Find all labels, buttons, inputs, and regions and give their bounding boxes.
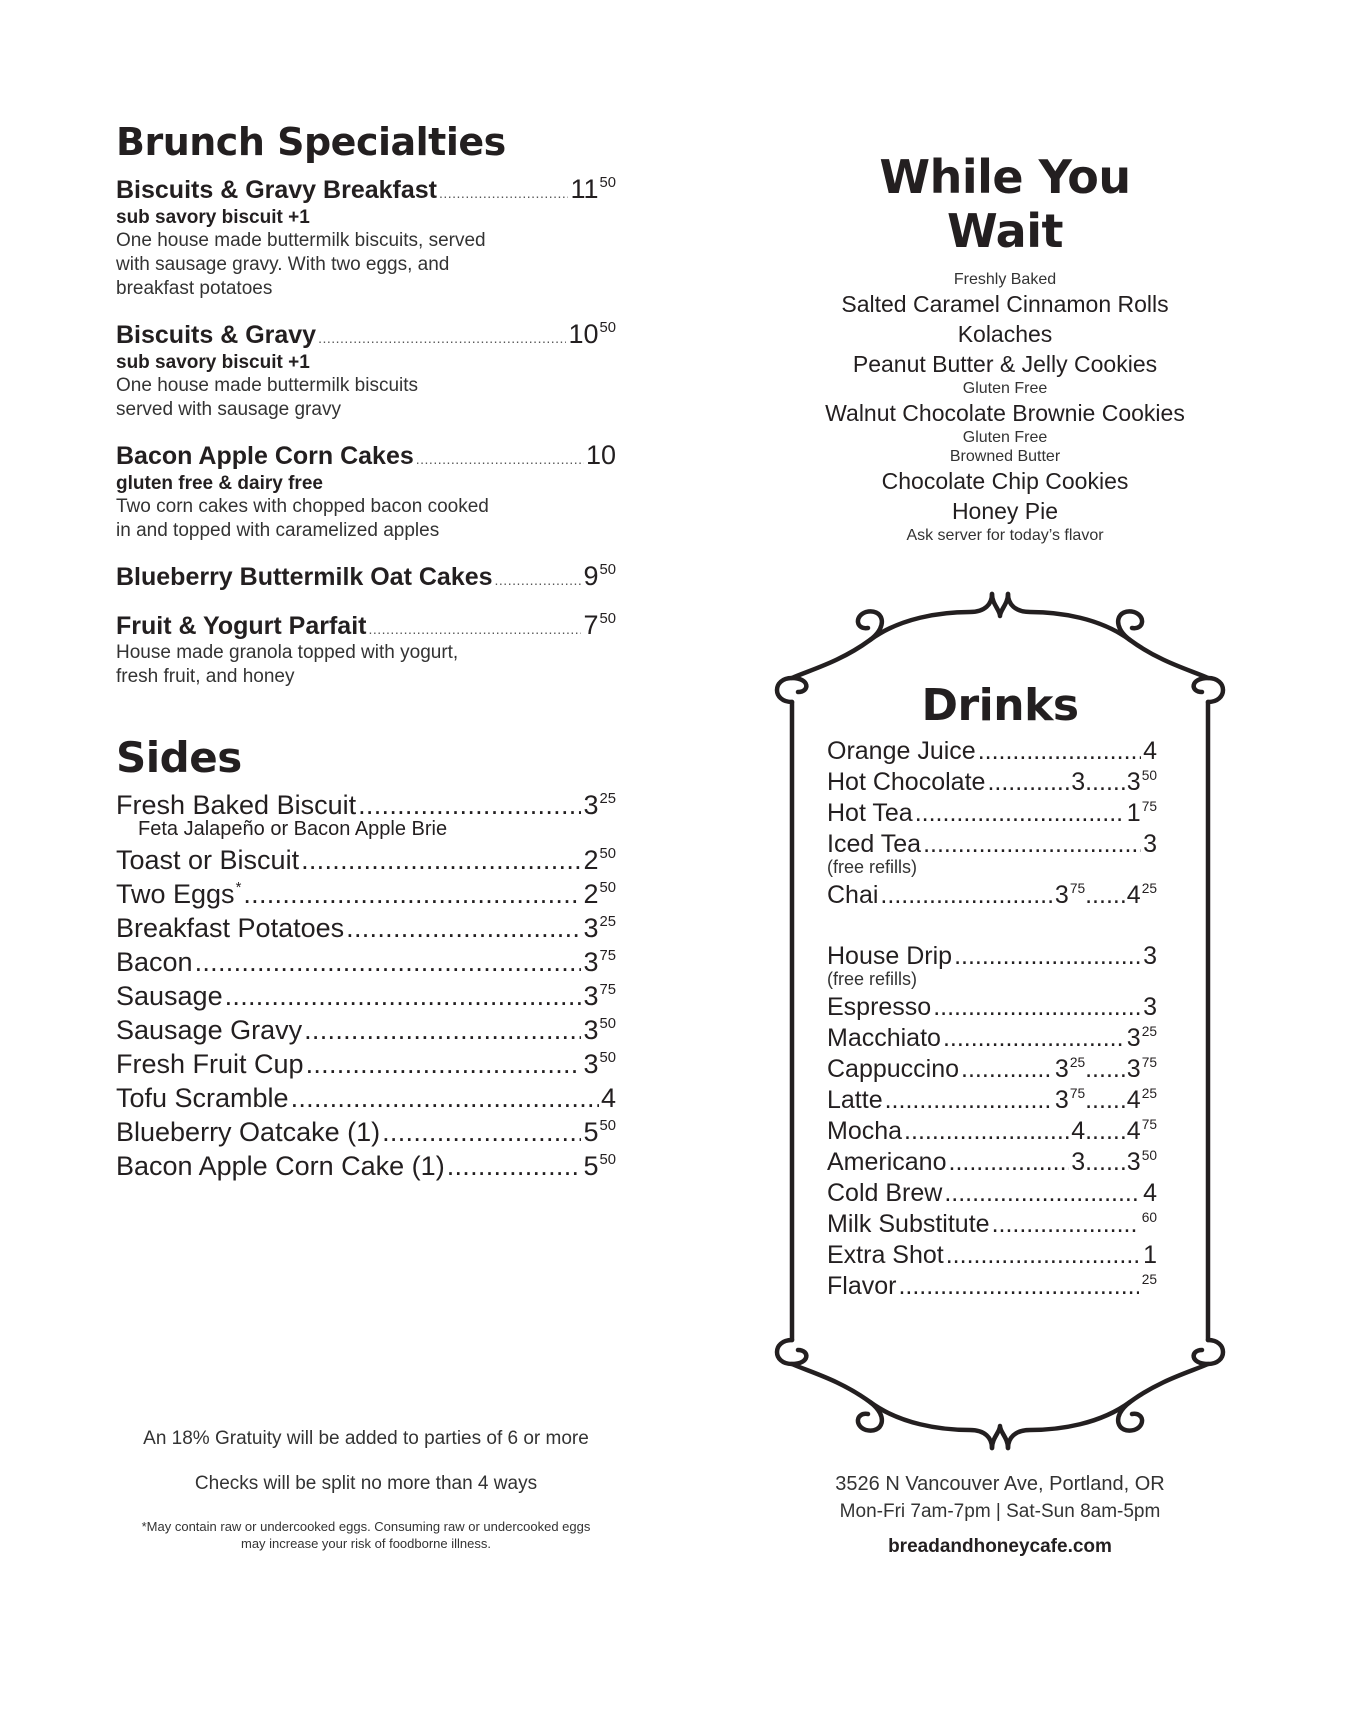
side-item-price bbox=[583, 1115, 616, 1149]
dot-leader-short: ...... bbox=[1085, 881, 1127, 909]
side-item bbox=[116, 1149, 616, 1183]
price-cents: 50 bbox=[599, 879, 616, 896]
dot-leader bbox=[933, 992, 1141, 1023]
side-name-text: Fresh Baked Biscuit bbox=[116, 790, 357, 820]
menu-item-price bbox=[586, 440, 616, 471]
drink-item bbox=[827, 880, 1157, 911]
price-cents: 75 bbox=[1141, 1054, 1157, 1070]
price-cents: 75 bbox=[599, 947, 616, 964]
dot-leader bbox=[346, 911, 581, 945]
dot-leader bbox=[987, 767, 1069, 798]
price-cents: 25 bbox=[599, 913, 616, 930]
price-cents: 75 bbox=[1069, 1085, 1086, 1101]
price-dollars: 9 bbox=[583, 561, 599, 591]
drink-item-price bbox=[1055, 1085, 1157, 1116]
gratuity-note: An 18% Gratuity will be added to parties of 6 or more bbox=[143, 1428, 589, 1449]
right-column bbox=[770, 150, 1310, 545]
price-dollars: 3 bbox=[1054, 1055, 1069, 1083]
drink-item-name: Orange Juice bbox=[827, 737, 976, 765]
price-dollars: 3 bbox=[583, 1015, 599, 1045]
side-item bbox=[116, 979, 616, 1013]
drink-price-large bbox=[1141, 1210, 1157, 1238]
drink-item-price bbox=[1143, 941, 1157, 972]
wait-item-name: Honey Pie bbox=[951, 498, 1059, 524]
description-line: House made granola topped with yogurt, bbox=[116, 642, 459, 663]
side-item-price bbox=[583, 945, 616, 979]
side-name-text: Bacon Apple Corn Cake (1) bbox=[116, 1151, 445, 1181]
dot-leader bbox=[944, 1178, 1141, 1209]
side-item-name bbox=[116, 843, 299, 877]
drink-price-large bbox=[1143, 1241, 1157, 1269]
dot-leader-short: ...... bbox=[1085, 1148, 1127, 1176]
dot-leader bbox=[439, 185, 568, 201]
drink-price-large bbox=[1127, 1117, 1157, 1145]
dot-leader bbox=[382, 1115, 581, 1149]
drink-item-name: Mocha bbox=[827, 1117, 903, 1145]
side-name-text: Bacon bbox=[116, 947, 193, 977]
price-dollars: 3 bbox=[583, 1049, 599, 1079]
drink-item-name: House Drip bbox=[827, 942, 953, 970]
dot-leader bbox=[318, 330, 566, 346]
price-dollars: 3 bbox=[1143, 993, 1157, 1021]
price-dollars: 4 bbox=[1143, 737, 1157, 765]
brunch-list bbox=[116, 174, 616, 689]
drink-item bbox=[827, 798, 1157, 829]
price-cents: 50 bbox=[599, 319, 616, 336]
drink-item bbox=[827, 1085, 1157, 1116]
side-item-name bbox=[116, 1149, 445, 1183]
side-item-name bbox=[116, 1115, 380, 1149]
brunch-item bbox=[116, 610, 616, 689]
price-dollars: 4 bbox=[1126, 881, 1141, 909]
menu-item-line bbox=[116, 440, 616, 471]
drink-item-name: Chai bbox=[827, 881, 879, 909]
side-item-price bbox=[583, 843, 616, 877]
price-cents: 50 bbox=[1141, 767, 1157, 783]
price-cents: 50 bbox=[599, 561, 616, 578]
description-line: One house made buttermilk biscuits bbox=[116, 375, 419, 396]
side-item bbox=[116, 1115, 616, 1149]
price-cents: 50 bbox=[599, 174, 616, 191]
side-name-text: Tofu Scramble bbox=[116, 1083, 289, 1113]
while-you-wait-list bbox=[820, 270, 1190, 545]
menu-item-price bbox=[570, 174, 616, 205]
side-item-name bbox=[116, 1013, 302, 1047]
side-item bbox=[116, 911, 616, 945]
drink-item-price bbox=[1071, 1116, 1157, 1147]
menu-item-line bbox=[116, 610, 616, 641]
side-name-text: Toast or Biscuit bbox=[116, 845, 300, 875]
dot-leader bbox=[915, 798, 1125, 829]
side-name-text: Blueberry Oatcake (1) bbox=[116, 1117, 381, 1147]
side-item-name bbox=[116, 1047, 304, 1081]
brunch-heading: Brunch Specialties bbox=[116, 120, 506, 164]
menu-item-name: Biscuits & Gravy bbox=[116, 321, 317, 349]
dot-leader-short: ...... bbox=[1085, 768, 1127, 796]
drink-item-note: (free refills) bbox=[827, 969, 918, 989]
drink-item-name: Latte bbox=[827, 1086, 883, 1114]
drink-item-price bbox=[1055, 1054, 1157, 1085]
side-item bbox=[116, 788, 616, 822]
price-dollars: 3 bbox=[1143, 830, 1157, 858]
description-line: fresh fruit, and honey bbox=[116, 666, 295, 687]
description-line: One house made buttermilk biscuits, served bbox=[116, 230, 486, 251]
drink-item bbox=[827, 1209, 1157, 1240]
dot-leader bbox=[304, 1013, 581, 1047]
drinks-section-gap bbox=[827, 911, 1157, 941]
drink-item bbox=[827, 829, 1157, 860]
drink-item bbox=[827, 941, 1157, 972]
drink-price-large bbox=[1143, 1179, 1157, 1207]
dot-leader bbox=[885, 1085, 1053, 1116]
drink-item bbox=[827, 1271, 1157, 1302]
side-item bbox=[116, 1047, 616, 1081]
price-dollars: 3 bbox=[1126, 1024, 1141, 1052]
drink-price-large bbox=[1143, 993, 1157, 1021]
raw-egg-asterisk: * bbox=[235, 879, 242, 896]
brunch-item bbox=[116, 174, 616, 301]
dot-leader-short: ...... bbox=[1085, 1117, 1127, 1145]
menu-item-line bbox=[116, 561, 616, 592]
dot-leader bbox=[880, 880, 1052, 911]
drink-price-small bbox=[1055, 1086, 1085, 1114]
price-dollars: 3 bbox=[583, 913, 599, 943]
website-link[interactable]: breadandhoneycafe.com bbox=[888, 1536, 1112, 1557]
price-dollars: 3 bbox=[1126, 1148, 1141, 1176]
wait-item-name: Walnut Chocolate Brownie Cookies bbox=[825, 400, 1185, 426]
dot-leader bbox=[291, 1081, 599, 1115]
description-line: Two corn cakes with chopped bacon cooked bbox=[116, 496, 489, 517]
price-cents: 75 bbox=[599, 981, 616, 998]
split-checks-note: Checks will be split no more than 4 ways bbox=[194, 1473, 538, 1494]
sides-heading: Sides bbox=[116, 733, 242, 782]
price-dollars: 4 bbox=[1126, 1117, 1141, 1145]
wait-item-note: Gluten Free bbox=[962, 429, 1048, 446]
price-dollars: 3 bbox=[1071, 768, 1086, 796]
menu-item-description bbox=[116, 374, 616, 422]
drink-price-small bbox=[1071, 1148, 1085, 1176]
dot-leader-short: ...... bbox=[1085, 1055, 1127, 1083]
drink-item-price bbox=[1071, 1147, 1157, 1178]
price-cents: 75 bbox=[1141, 1116, 1157, 1132]
side-item-price bbox=[583, 911, 616, 945]
drink-price-large bbox=[1127, 1148, 1157, 1176]
drink-item-name: Flavor bbox=[827, 1272, 897, 1300]
side-name-text: Sausage bbox=[116, 981, 223, 1011]
drink-item-name: Hot Chocolate bbox=[827, 768, 986, 796]
menu-item-line bbox=[116, 319, 616, 350]
price-cents: 25 bbox=[1141, 1085, 1157, 1101]
menu-item-option: gluten free & dairy free bbox=[116, 473, 323, 494]
side-item-options: Feta Jalapeño or Bacon Apple Brie bbox=[138, 818, 448, 840]
price-dollars: 4 bbox=[1126, 1086, 1141, 1114]
drink-item bbox=[827, 1178, 1157, 1209]
wait-item-note: Browned Butter bbox=[949, 448, 1061, 465]
menu-item-description bbox=[116, 229, 616, 301]
dot-leader bbox=[368, 621, 581, 637]
sides-list bbox=[116, 788, 616, 1183]
drink-item-name: Extra Shot bbox=[827, 1241, 944, 1269]
price-cents: 75 bbox=[1069, 880, 1086, 896]
price-dollars: 2 bbox=[583, 879, 599, 909]
raw-egg-warning bbox=[116, 1518, 616, 1552]
drink-item-name: Espresso bbox=[827, 993, 932, 1021]
price-dollars: 4 bbox=[1071, 1117, 1086, 1145]
price-dollars: 3 bbox=[1071, 1148, 1086, 1176]
drinks-heading: Drinks bbox=[921, 680, 1079, 731]
side-item bbox=[116, 877, 616, 911]
side-item-name bbox=[116, 788, 356, 822]
dot-leader bbox=[961, 1054, 1053, 1085]
cafe-info bbox=[770, 1470, 1230, 1558]
brunch-item bbox=[116, 319, 616, 422]
drink-item-price bbox=[1143, 829, 1157, 860]
price-cents: 50 bbox=[599, 610, 616, 627]
drink-item-price bbox=[1141, 1271, 1157, 1302]
drink-price-large bbox=[1141, 1272, 1157, 1300]
footnotes bbox=[116, 1428, 616, 1552]
description-line: with sausage gravy. With two eggs, and bbox=[116, 254, 450, 275]
price-cents: 25 bbox=[1069, 1054, 1086, 1070]
menu-item-price bbox=[568, 319, 616, 350]
side-name-text: Two Eggs bbox=[116, 879, 235, 909]
side-item-price bbox=[583, 1149, 616, 1183]
dot-leader bbox=[301, 843, 581, 877]
price-cents: 25 bbox=[1141, 880, 1157, 896]
menu-item-name: Biscuits & Gravy Breakfast bbox=[116, 176, 437, 204]
drink-price-small bbox=[1071, 1117, 1085, 1145]
price-dollars: 1 bbox=[1143, 1241, 1157, 1269]
menu-item-price bbox=[583, 561, 616, 592]
side-item-name bbox=[116, 911, 344, 945]
price-dollars: 11 bbox=[570, 174, 599, 204]
dot-leader bbox=[416, 451, 584, 467]
price-cents: 25 bbox=[599, 790, 616, 807]
brunch-item bbox=[116, 561, 616, 592]
drink-item-price bbox=[1143, 736, 1157, 767]
drink-price-large bbox=[1127, 1086, 1157, 1114]
side-item bbox=[116, 843, 616, 877]
drink-item-name: Milk Substitute bbox=[827, 1210, 990, 1238]
drink-price-large bbox=[1127, 1055, 1157, 1083]
drink-item-price bbox=[1071, 767, 1157, 798]
drink-item-price bbox=[1127, 1023, 1157, 1054]
dot-leader bbox=[243, 877, 581, 911]
drink-item-price bbox=[1141, 1209, 1157, 1240]
side-item-price bbox=[601, 1081, 616, 1115]
drink-item-name: Hot Tea bbox=[827, 799, 913, 827]
dot-leader bbox=[358, 788, 581, 822]
description-line: breakfast potatoes bbox=[116, 278, 273, 299]
menu-item-name: Blueberry Buttermilk Oat Cakes bbox=[116, 563, 493, 591]
price-dollars: 3 bbox=[1126, 768, 1141, 796]
side-item bbox=[116, 945, 616, 979]
drink-item bbox=[827, 1116, 1157, 1147]
drink-item bbox=[827, 1054, 1157, 1085]
dot-leader bbox=[978, 736, 1141, 767]
side-item-name bbox=[116, 979, 223, 1013]
price-dollars: 4 bbox=[1143, 1179, 1157, 1207]
drink-item-name: Cold Brew bbox=[827, 1179, 943, 1207]
dot-leader bbox=[904, 1116, 1069, 1147]
drink-item-note: (free refills) bbox=[827, 857, 918, 877]
left-column bbox=[116, 120, 616, 1183]
menu-item-name: Bacon Apple Corn Cakes bbox=[116, 442, 414, 470]
drink-item bbox=[827, 1023, 1157, 1054]
dot-leader bbox=[495, 572, 582, 588]
price-dollars: 10 bbox=[568, 319, 599, 349]
price-dollars: 5 bbox=[583, 1117, 599, 1147]
menu-item-line bbox=[116, 174, 616, 205]
drink-item-price bbox=[1143, 992, 1157, 1023]
menu-item-option: sub savory biscuit +1 bbox=[116, 207, 310, 228]
drink-item bbox=[827, 1240, 1157, 1271]
drink-price-large bbox=[1127, 799, 1157, 827]
drink-item-price bbox=[1143, 1240, 1157, 1271]
dot-leader bbox=[447, 1149, 582, 1183]
price-dollars: 4 bbox=[600, 1083, 616, 1113]
menu-item-description bbox=[116, 641, 616, 689]
menu-item-description bbox=[116, 495, 616, 543]
side-item-price bbox=[583, 1047, 616, 1081]
price-dollars: 10 bbox=[585, 440, 616, 470]
side-name-text: Sausage Gravy bbox=[116, 1015, 303, 1045]
dot-leader bbox=[898, 1271, 1138, 1302]
drink-price-small bbox=[1071, 768, 1085, 796]
price-cents: 50 bbox=[1141, 1147, 1157, 1163]
address: 3526 N Vancouver Ave, Portland, OR bbox=[835, 1473, 1165, 1495]
price-dollars: 3 bbox=[1054, 1086, 1069, 1114]
drink-item bbox=[827, 1147, 1157, 1178]
side-item-price bbox=[583, 788, 616, 822]
price-dollars: 3 bbox=[583, 790, 599, 820]
price-cents: 25 bbox=[1141, 1023, 1157, 1039]
side-item-name bbox=[116, 877, 241, 911]
dot-leader bbox=[949, 1147, 1070, 1178]
side-item bbox=[116, 1081, 616, 1115]
price-cents: 50 bbox=[599, 1117, 616, 1134]
side-item bbox=[116, 1013, 616, 1047]
dot-leader-short: ...... bbox=[1085, 1086, 1127, 1114]
side-name-text: Breakfast Potatoes bbox=[116, 913, 345, 943]
side-item-price bbox=[583, 979, 616, 1013]
opening-hours: Mon-Fri 7am-7pm | Sat-Sun 8am-5pm bbox=[839, 1501, 1161, 1522]
side-name-text: Fresh Fruit Cup bbox=[116, 1049, 304, 1079]
dot-leader bbox=[946, 1240, 1141, 1271]
wait-item-note: Gluten Free bbox=[962, 380, 1048, 397]
drink-price-large bbox=[1127, 768, 1157, 796]
drink-item-name: Americano bbox=[827, 1148, 947, 1176]
dot-leader bbox=[943, 1023, 1125, 1054]
drink-item-price bbox=[1143, 1178, 1157, 1209]
drink-item-name: Cappuccino bbox=[827, 1055, 960, 1083]
while-you-wait-heading: While You Wait bbox=[879, 150, 1131, 258]
menu-item-name: Fruit & Yogurt Parfait bbox=[116, 612, 367, 640]
side-item-price bbox=[583, 877, 616, 911]
raw-egg-warning-line-2: may increase your risk of foodborne illness. bbox=[240, 1536, 491, 1551]
price-cents: 50 bbox=[599, 1151, 616, 1168]
price-cents: 25 bbox=[1141, 1271, 1157, 1287]
brunch-item bbox=[116, 440, 616, 543]
drink-price-large bbox=[1127, 881, 1157, 909]
drink-item bbox=[827, 992, 1157, 1023]
price-dollars: 3 bbox=[1143, 942, 1157, 970]
side-item-name bbox=[116, 945, 193, 979]
drink-price-large bbox=[1127, 1024, 1157, 1052]
price-dollars: 3 bbox=[583, 947, 599, 977]
dot-leader bbox=[195, 945, 582, 979]
price-dollars: 5 bbox=[583, 1151, 599, 1181]
wait-item-name: Salted Caramel Cinnamon Rolls bbox=[841, 291, 1169, 317]
drink-price-large bbox=[1143, 737, 1157, 765]
drink-item bbox=[827, 736, 1157, 767]
menu-item-option: sub savory biscuit +1 bbox=[116, 352, 310, 373]
price-dollars: 2 bbox=[583, 845, 599, 875]
dot-leader bbox=[923, 829, 1141, 860]
side-item-price bbox=[583, 1013, 616, 1047]
menu-item-price bbox=[583, 610, 616, 641]
drink-price-small bbox=[1055, 1055, 1085, 1083]
price-dollars: 3 bbox=[1054, 881, 1069, 909]
dot-leader bbox=[225, 979, 582, 1013]
drink-price-large bbox=[1143, 942, 1157, 970]
drink-item-price bbox=[1055, 880, 1157, 911]
drink-item bbox=[827, 767, 1157, 798]
dot-leader bbox=[992, 1209, 1139, 1240]
price-cents: 60 bbox=[1141, 1209, 1157, 1225]
description-line: in and topped with caramelized apples bbox=[116, 520, 440, 541]
price-cents: 75 bbox=[1141, 798, 1157, 814]
description-line: served with sausage gravy bbox=[116, 399, 341, 420]
price-dollars: 7 bbox=[583, 610, 599, 640]
wait-item-name: Chocolate Chip Cookies bbox=[881, 468, 1129, 494]
drink-price-large bbox=[1143, 830, 1157, 858]
dot-leader bbox=[306, 1047, 582, 1081]
raw-egg-warning-line-1: *May contain raw or undercooked eggs. Consuming raw or undercooked eggs bbox=[141, 1519, 591, 1534]
wait-item-name: Peanut Butter & Jelly Cookies bbox=[852, 351, 1158, 377]
drink-item-name: Iced Tea bbox=[827, 830, 922, 858]
price-cents: 50 bbox=[599, 845, 616, 862]
price-cents: 50 bbox=[599, 1015, 616, 1032]
drink-item-name: Macchiato bbox=[827, 1024, 941, 1052]
dot-leader bbox=[954, 941, 1141, 972]
wait-item-name: Kolaches bbox=[957, 321, 1053, 347]
price-cents: 50 bbox=[599, 1049, 616, 1066]
side-item-name bbox=[116, 1081, 289, 1115]
price-dollars: 1 bbox=[1126, 799, 1141, 827]
drinks-list bbox=[827, 736, 1157, 1302]
wait-item-note: Freshly Baked bbox=[953, 271, 1057, 288]
wait-item-note: Ask server for today’s flavor bbox=[906, 527, 1104, 544]
price-dollars: 3 bbox=[1126, 1055, 1141, 1083]
drink-item-price bbox=[1127, 798, 1157, 829]
price-dollars: 3 bbox=[583, 981, 599, 1011]
drink-price-small bbox=[1055, 881, 1085, 909]
